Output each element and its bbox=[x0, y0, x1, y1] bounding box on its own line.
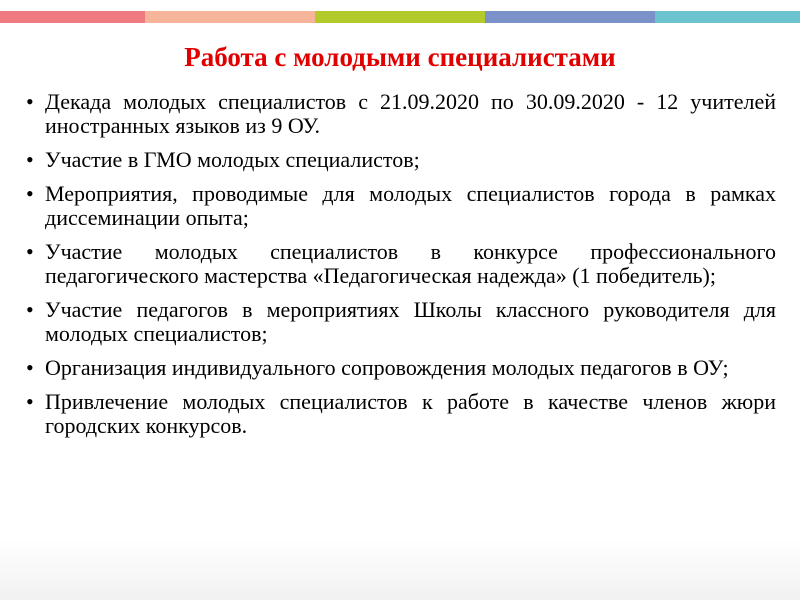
bullet-icon: • bbox=[26, 147, 34, 172]
bullet-icon: • bbox=[26, 355, 34, 380]
bullet-icon: • bbox=[26, 389, 34, 414]
bullet-icon: • bbox=[26, 89, 34, 114]
header-stripe-3 bbox=[315, 11, 485, 23]
bullet-icon: • bbox=[26, 297, 34, 322]
list-item: • Участие молодых специалистов в конкурсе профессионального педагогического мастерства «Педагогическая надежда» (1 победитель); bbox=[26, 239, 776, 288]
bullet-icon: • bbox=[26, 239, 34, 264]
bullet-icon: • bbox=[26, 181, 34, 206]
list-item: • Участие педагогов в мероприятиях Школы классного руководителя для молодых специалистов; bbox=[26, 297, 776, 346]
list-item: • Организация индивидуального сопровождения молодых педагогов в ОУ; bbox=[26, 355, 729, 380]
bottom-fade bbox=[0, 540, 800, 600]
list-item: • Участие в ГМО молодых специалистов; bbox=[26, 147, 420, 172]
header-stripe-4 bbox=[485, 11, 655, 23]
header-stripe-2 bbox=[145, 11, 315, 23]
list-item: • Мероприятия, проводимые для молодых специалистов города в рамках диссеминации опыта; bbox=[26, 181, 776, 230]
list-item: • Декада молодых специалистов с 21.09.2020 по 30.09.2020 - 12 учителей иностранных языков из 9 ОУ. bbox=[26, 89, 776, 138]
slide-title: Работа с молодыми специалистами bbox=[184, 42, 616, 72]
bullet-list bbox=[26, 90, 776, 448]
header-stripe-5 bbox=[655, 11, 800, 23]
header-stripe-1 bbox=[0, 11, 145, 23]
list-item: • Привлечение молодых специалистов к работе в качестве членов жюри городских конкурсов. bbox=[26, 389, 776, 438]
